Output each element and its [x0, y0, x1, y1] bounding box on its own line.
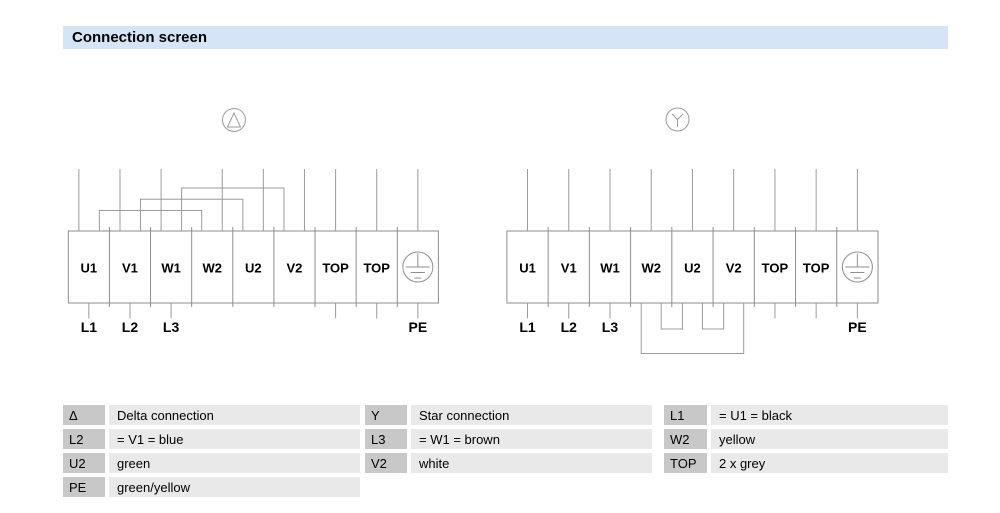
legend-key: L1 [664, 405, 707, 425]
legend-value: = U1 = black [711, 405, 948, 425]
terminal-label: U2 [684, 260, 701, 276]
terminal-label: W1 [600, 260, 620, 276]
legend-value: Delta connection [109, 405, 360, 425]
terminal-label: V2 [725, 260, 742, 276]
legend-table [63, 405, 953, 501]
star-connection-diagram [490, 100, 890, 360]
legend-key: W2 [664, 429, 707, 449]
terminal-label: TOP [322, 260, 349, 276]
terminal-label: U1 [80, 260, 98, 276]
legend-key: L2 [63, 429, 105, 449]
star-in-circle-icon [666, 108, 689, 131]
legend-value: = V1 = blue [109, 429, 360, 449]
protective-earth-icon [842, 252, 872, 282]
legend-key: L3 [365, 429, 407, 449]
terminal-label: W2 [641, 260, 661, 276]
terminal-label: U2 [245, 260, 262, 276]
legend-row [63, 429, 953, 449]
wire-labels [519, 319, 866, 335]
terminal-label: TOP [363, 260, 390, 276]
legend-key: TOP [664, 453, 707, 473]
phase-label: L2 [560, 319, 577, 335]
terminal-labels [81, 261, 391, 276]
legend-value: = W1 = brown [411, 429, 652, 449]
terminal-label: W2 [202, 260, 222, 276]
terminal-label: V1 [560, 260, 577, 276]
legend-key: U2 [63, 453, 105, 473]
pe-label: PE [408, 319, 428, 335]
wires [79, 169, 418, 319]
delta-in-circle-icon [223, 109, 246, 132]
jumper-wire-W2-V2 [641, 303, 743, 354]
legend-row [63, 453, 953, 473]
terminal-labels [519, 261, 830, 276]
legend-value: green [109, 453, 360, 473]
phase-label: L1 [80, 319, 98, 335]
terminal-label: TOP [761, 260, 789, 276]
legend-key: Y [365, 405, 407, 425]
terminal-label: W1 [161, 260, 181, 276]
section-header [63, 26, 948, 49]
legend-value: yellow [711, 429, 948, 449]
terminal-label: V2 [286, 260, 303, 276]
legend-row [63, 477, 953, 497]
legend-value: white [411, 453, 652, 473]
protective-earth-icon [403, 252, 433, 282]
legend-key: PE [63, 477, 105, 497]
pe-label: PE [848, 319, 867, 335]
legend-value: 2 x grey [711, 453, 948, 473]
delta-connection-diagram [55, 100, 450, 345]
legend-row [63, 405, 953, 425]
phase-label: L1 [519, 319, 536, 335]
phase-label: L3 [162, 319, 180, 335]
phase-label: L3 [601, 319, 619, 335]
jumper-wire-W1-V2 [182, 188, 284, 231]
legend-value: green/yellow [109, 477, 360, 497]
terminal-label: U1 [519, 260, 536, 276]
terminal-label: TOP [802, 260, 830, 276]
wire-labels [81, 319, 427, 335]
legend-value: Star connection [411, 405, 652, 425]
legend-key: V2 [365, 453, 407, 473]
page-title: Connection screen [72, 29, 208, 46]
jumper-wire-V1-U2 [140, 199, 242, 231]
terminal-label: V1 [122, 260, 138, 276]
phase-label: L2 [121, 319, 139, 335]
legend-key: Δ [63, 405, 105, 425]
